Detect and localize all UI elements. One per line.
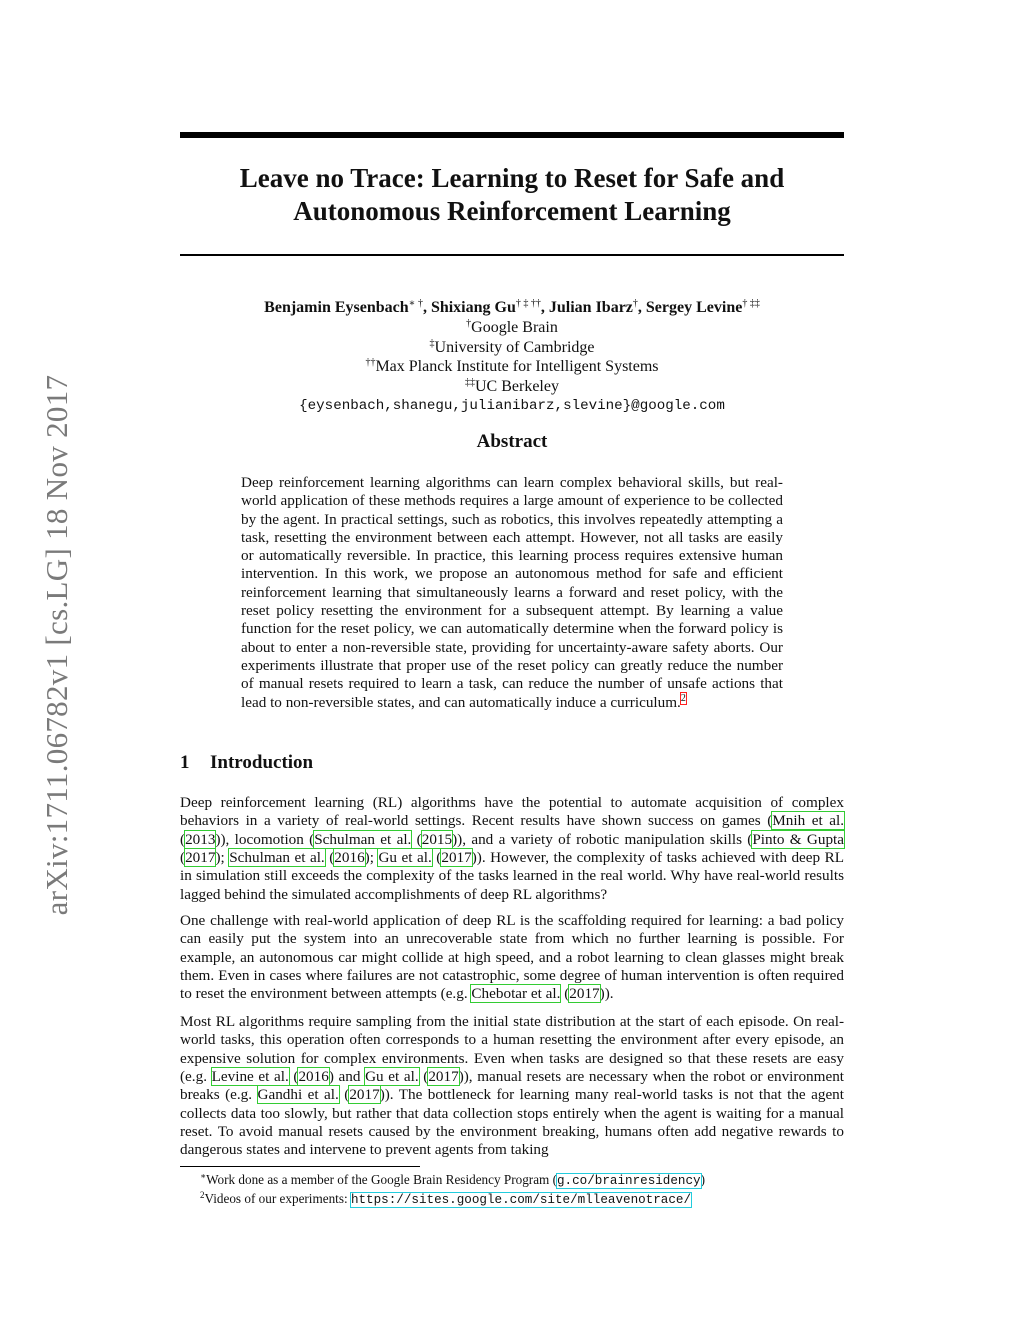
citation-link[interactable]: Levine et al. [211,1068,289,1086]
videos-link[interactable]: https://sites.google.com/site/mlleavenotrace/ [350,1193,692,1207]
paragraph: Deep reinforcement learning (RL) algorithms have the potential to automate acquisition of complex behaviors in a variety of real-world settings. Recent results have shown success on games (Mnih et al. (2013)), locomotion (Schulman et al. (2015)), and a variety of robotic manipulation skills (Pinto & Gupta (2017); Schulman et al. (2016); Gu et al. (2017)). However, the complexity of tasks achieved with deep RL in simulation still exceeds the complexity of the tasks learned in the real world. Why have real-world results lagged behind the simulated accomplishments of deep RL algorithms? [180,794,845,903]
affiliation: †Google Brain [466,317,558,336]
residency-link[interactable]: g.co/brainresidency [557,1174,701,1188]
citation-link[interactable]: Schulman et al. [229,849,325,867]
title-top-rule [180,132,844,138]
citation-link[interactable]: 2016 [298,1068,329,1086]
citation-link[interactable]: Gu et al. [378,849,432,867]
paper-page: arXiv:1711.06782v1 [cs.LG] 18 Nov 2017 Leave no Trace: Learning to Reset for Safe and Autonomous Reinforcement Learning Benjamin Eysenbach∗ †, Shixiang Gu† ‡ ††, Julian Ibarz†, Sergey Levine† ‡‡ †Google Brain ‡University of Cambridge ††Max Planck Institute for Intelligent Systems ‡‡UC Berkeley {eysenbach,shanegu,julianibarz,slevine}@google.com Abstract Deep reinforcement learning algorithms can learn complex behavioral skills, but real-world application of these methods requires a large amount of experience to be collected by the agent. In practical settings, such as robotics, this involves repeatedly attempting a task, resetting the environment between each attempt. However, not all tasks are easily or automatically reversible. In practice, this learning process requires extensive human intervention. In this work, we propose an autonomous method for safe and efficient reinforcement learning that simultaneously learns a forward and reset policy, with the reset policy resetting the environment for a subsequent attempt. By learning a value function for the reset policy, we can automatically determine when the forward policy is about to enter a non-reversible state, providing for uncertainty-aware safety aborts. Our experiments illustrate that proper use of the reset policy can greatly reduce the number of manual resets required to learn a task, can reduce the number of unsafe actions that lead to non-reversible states, and can automatically induce a curriculum.$^2$ 1 Introduction Deep reinforcement learning (RL) algorithms have the potential to automate acquisition of complex behaviors in a variety of real-world settings. Recent results have shown success on games (Mnih et al. (2013)), locomotion (Schulman et al. (2015)), and a variety of robotic manipulation skills (Pinto & Gupta (2017); Schulman et al. (2016); Gu et al. (2017)). However, the complexity of tasks achieved with deep RL in simulation still exceeds the complexity of the tasks learned in the real world. Why have real-world results lagged behind the simulated accomplishments of deep RL algorithms? One challenge with real-world application of deep RL is the scaffolding required for learning: a bad policy can easily put the system into an unrecoverable state from which no further learning is possible. For example, an autonomous car might collide at high speed, and a robot learning to clean glasses might break them. Even in cases where failures are not catastrophic, some degree of human intervention is often required to reset the environment between attempts (e.g. Chebotar et al. (2017)). Most RL algorithms require sampling from the initial state distribution at the start of each episode. On real-world tasks, this operation often corresponds to a human resetting the environment after every episode, an expensive solution for complex environments. Even when tasks are designed so that these resets are easy (e.g. Levine et al. (2016) and Gu et al. (2017)), manual resets are necessary when the robot or environment breaks (e.g. Gandhi et al. (2017)). The bottleneck for learning many real-world tasks is not that the agent collects data too slowly, but rather that data collection stops entirely when the agent is waiting for a manual reset. To avoid manual resets caused by the environment breaking, humans often add negative rewards to dangerous states and intervene to prevent agents from taking ∗Work done as a member of the Google Brain Residency Program (g.co/brainresidency) $^2$Videos of our experiments: https://sites.google.com/site/mlleavenotrace/ [0,0,1024,1325]
citation-link[interactable]: Pinto & Gupta [752,830,844,848]
affiliation: ‡‡UC Berkeley [465,377,559,396]
footnote-rule [180,1166,420,1167]
citation-link[interactable]: 2017 [569,985,600,1003]
citation-link[interactable]: Gu et al. [365,1068,419,1086]
affiliation: ‡University of Cambridge [429,337,595,356]
footnote: $^2$Videos of our experiments: https://sites.google.com/site/mlleavenotrace/ [200,1190,692,1207]
paper-title: Leave no Trace: Learning to Reset for Safe and Autonomous Reinforcement Learning [239,163,785,226]
citation-link[interactable]: 2017 [349,1086,380,1104]
title-bottom-rule [180,254,844,256]
paragraph: Most RL algorithms require sampling from the initial state distribution at the start of each episode. On real-world tasks, this operation often corresponds to a human resetting the environment after every episode, an expensive solution for complex environments. Even when tasks are designed so that these resets are easy (e.g. Levine et al. (2016) and Gu et al. (2017)), manual resets are necessary when the robot or environment breaks (e.g. Gandhi et al. (2017)). The bottleneck for learning many real-world tasks is not that the agent collects data too slowly, but rather that data collection stops entirely when the agent is waiting for a manual reset. To avoid manual resets caused by the environment breaking, humans often add negative rewards to dangerous states and intervene to prevent agents from taking [180,1013,845,1159]
footnote-link[interactable]: 2 [680,692,686,704]
citation-link[interactable]: Schulman et al. [314,830,412,848]
author-emails: {eysenbach,shanegu,julianibarz,slevine}@google.com [299,397,725,414]
citation-link[interactable]: 2017 [441,849,472,867]
citation-link[interactable]: 2017 [185,849,216,867]
footnotes [180,1171,844,1209]
affiliation: ††Max Planck Institute for Intelligent Systems [365,357,659,376]
citation-link[interactable]: 2015 [421,830,453,848]
citation-link[interactable]: 2016 [334,849,365,867]
citation-link[interactable]: Chebotar et al. [471,985,561,1003]
abstract-heading: Abstract [476,431,548,452]
citation-link[interactable]: 2013 [185,830,216,848]
section-heading: 1 Introduction [180,752,314,773]
footnote: ∗Work done as a member of the Google Brain Residency Program (g.co/brainresidency) [200,1171,705,1188]
citation-link[interactable]: Gandhi et al. [257,1086,339,1104]
abstract-text: Deep reinforcement learning algorithms can learn complex behavioral skills, but real-world application of these methods requires a large amount of experience to be collected by the agent. In practical settings, such as robotics, this involves repeatedly attempting a task, resetting the environment between each attempt. However, not all tasks are easily or automatically reversible. In practice, this learning process requires extensive human intervention. In this work, we propose an autonomous method for safe and efficient reinforcement learning that simultaneously learns a forward and reset policy, with the reset policy resetting the environment for a subsequent attempt. By learning a value function for the reset policy, we can automatically determine when the forward policy is about to enter a non-reversible state, providing for uncertainty-aware safety aborts. Our experiments illustrate that proper use of the reset policy can greatly reduce the number of manual resets required to learn a task, can reduce the number of unsafe actions that lead to non-reversible states, and can automatically induce a curriculum.$^2$ [241,474,783,711]
author-block [180,298,844,417]
citation-link[interactable]: 2017 [428,1068,459,1086]
author-list: Benjamin Eysenbach∗ †, Shixiang Gu† ‡ ††, Julian Ibarz†, Sergey Levine† ‡‡ [264,298,760,316]
citation-link[interactable]: Mnih et al. [772,812,844,830]
paragraph: One challenge with real-world application of deep RL is the scaffolding required for learning: a bad policy can easily put the system into an unrecoverable state from which no further learning is possible. For example, an autonomous car might collide at high speed, and a robot learning to clean glasses might break them. Even in cases where failures are not catastrophic, some degree of human intervention is often required to reset the environment between attempts (e.g. Chebotar et al. (2017)). [180,912,844,1003]
